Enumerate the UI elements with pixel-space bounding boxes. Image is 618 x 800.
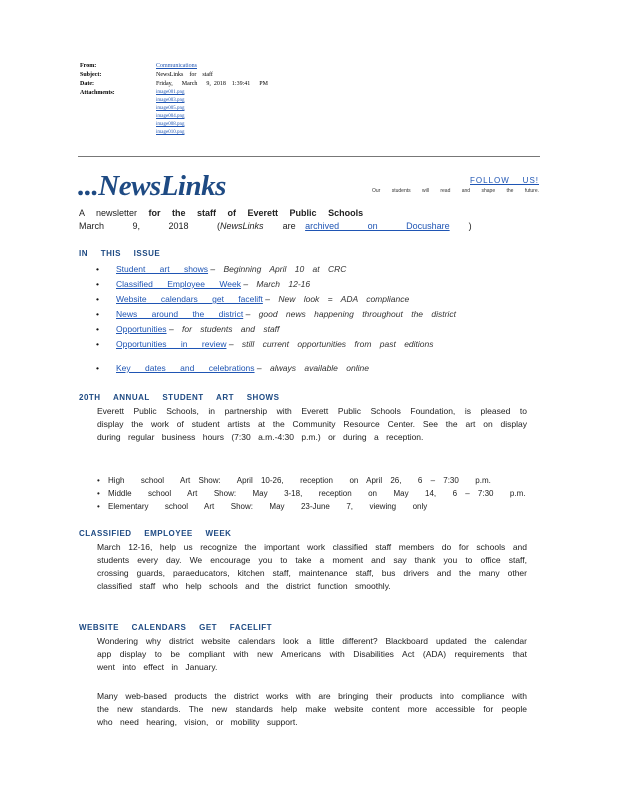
bullet-icon: • — [96, 339, 99, 349]
date-line-mid: are — [263, 221, 306, 231]
issue-link[interactable]: Classified Employee Week — [116, 279, 241, 289]
bullet-icon: • — [96, 264, 99, 274]
attachment-link[interactable]: image010.png — [156, 130, 185, 135]
bullet-icon: • — [96, 324, 99, 334]
follow-us-link[interactable]: FOLLOW US! — [470, 176, 540, 185]
bullet-icon: • — [96, 294, 99, 304]
classified-heading: CLASSIFIED EMPLOYEE WEEK — [79, 529, 232, 538]
date-line-suffix: ) — [449, 221, 472, 231]
issue-desc: – good news happening throughout the district — [245, 309, 456, 319]
from-label: From: — [80, 63, 97, 69]
issue-date-line — [79, 221, 472, 231]
bullet-icon: • — [96, 279, 99, 289]
attachments-label: Attachments: — [80, 90, 115, 96]
attachment-link[interactable]: image008.png — [156, 122, 185, 127]
website-heading: WEBSITE CALENDARS GET FACELIFT — [79, 623, 272, 632]
attachment-link[interactable]: image004.png — [156, 114, 185, 119]
list-item — [92, 307, 456, 322]
date-value: Friday, March 9, 2018 1:39:41 PM — [156, 81, 268, 87]
newsletter-prefix: A newsletter — [79, 208, 138, 218]
list-item — [92, 262, 456, 277]
issue-link[interactable]: Key dates and celebrations — [116, 363, 255, 373]
list-item — [92, 322, 456, 337]
tagline: Our students will read and shape the future. — [372, 188, 540, 194]
classified-paragraph: March 12-16, help us recognize the important work classified staff members do for schools and students every day. We encourage you to take a moment and say thank you to office staff, crossing guards, paraeducators, kitchen staff, maintenance staff, bus drivers and the many other classified staff who help schools and the district function smoothly. — [97, 542, 527, 591]
website-paragraph-2: Many web-based products the district works with are bringing their products into compliance with the new standards. The new standards help make website content more accessible for people who need hearing, vision, or mobility support. — [97, 691, 527, 727]
issue-desc: – for students and staff — [168, 324, 280, 334]
attachment-link[interactable]: image003.png — [156, 98, 185, 103]
art-shows-heading: 20TH ANNUAL STUDENT ART SHOWS — [79, 393, 280, 402]
bullet-icon: • — [96, 309, 99, 319]
issue-link[interactable]: News around the district — [116, 309, 244, 319]
newsletter-description — [79, 208, 363, 218]
attachment-link[interactable]: image001.png — [156, 90, 185, 95]
issue-desc: – always available online — [256, 363, 369, 373]
issue-link[interactable]: Student art shows — [116, 264, 209, 274]
issue-desc: – still current opportunities from past editions — [228, 339, 434, 349]
from-link[interactable]: Communications — [156, 63, 197, 69]
issue-list — [92, 262, 456, 376]
header-divider — [78, 156, 540, 157]
art-show-item: • Middle school Art Show: May 3-18, reception on May 14, 6 – 7:30 p.m. — [97, 489, 526, 498]
issue-desc: – New look = ADA compliance — [265, 294, 410, 304]
date-label: Date: — [80, 81, 94, 87]
art-shows-paragraph: Everett Public Schools, in partnership with Everett Public Schools Foundation, is pleased to display the work of student artists at the Community Resource Center. See the art on display during regular business hours (7:30 a.m.-4:30 p.m.) or during a reception. — [97, 406, 527, 442]
attachment-link[interactable]: image005.png — [156, 106, 185, 111]
subject-value: NewsLinks for staff — [156, 72, 213, 78]
art-show-item: • High school Art Show: April 10-26, reception on April 26, 6 – 7:30 p.m. — [97, 476, 491, 485]
issue-link[interactable]: Website calendars get facelift — [116, 294, 263, 304]
issue-desc: – Beginning April 10 at CRC — [210, 264, 347, 274]
list-item — [92, 361, 456, 376]
newslinks-logo: ...NewsLinks — [78, 170, 226, 202]
newsletter-audience: for the staff of Everett Public Schools — [148, 208, 364, 218]
email-header — [80, 62, 268, 137]
website-paragraph-1: Wondering why district website calendars look a little different? Blackboard updated the calendar app display to be compliant with new Americans with Disabilities Act (ADA) requirements that went into effect in January. — [97, 636, 527, 672]
issue-date: March 9, 2018 ( — [79, 221, 221, 231]
docushare-archive-link[interactable]: archived on Docushare — [305, 221, 450, 231]
in-this-issue-heading: IN THIS ISSUE — [79, 249, 161, 258]
issue-link[interactable]: Opportunities — [116, 324, 167, 334]
list-item — [92, 292, 456, 307]
issue-link[interactable]: Opportunities in review — [116, 339, 227, 349]
attachment-list — [156, 89, 204, 137]
subject-label: Subject: — [80, 72, 102, 78]
bullet-icon: • — [96, 363, 99, 373]
list-item — [92, 337, 456, 352]
newslinks-italic: NewsLinks — [220, 221, 264, 231]
list-item — [92, 277, 456, 292]
art-show-item: • Elementary school Art Show: May 23-June 7, viewing only — [97, 502, 428, 511]
issue-desc: – March 12-16 — [243, 279, 311, 289]
